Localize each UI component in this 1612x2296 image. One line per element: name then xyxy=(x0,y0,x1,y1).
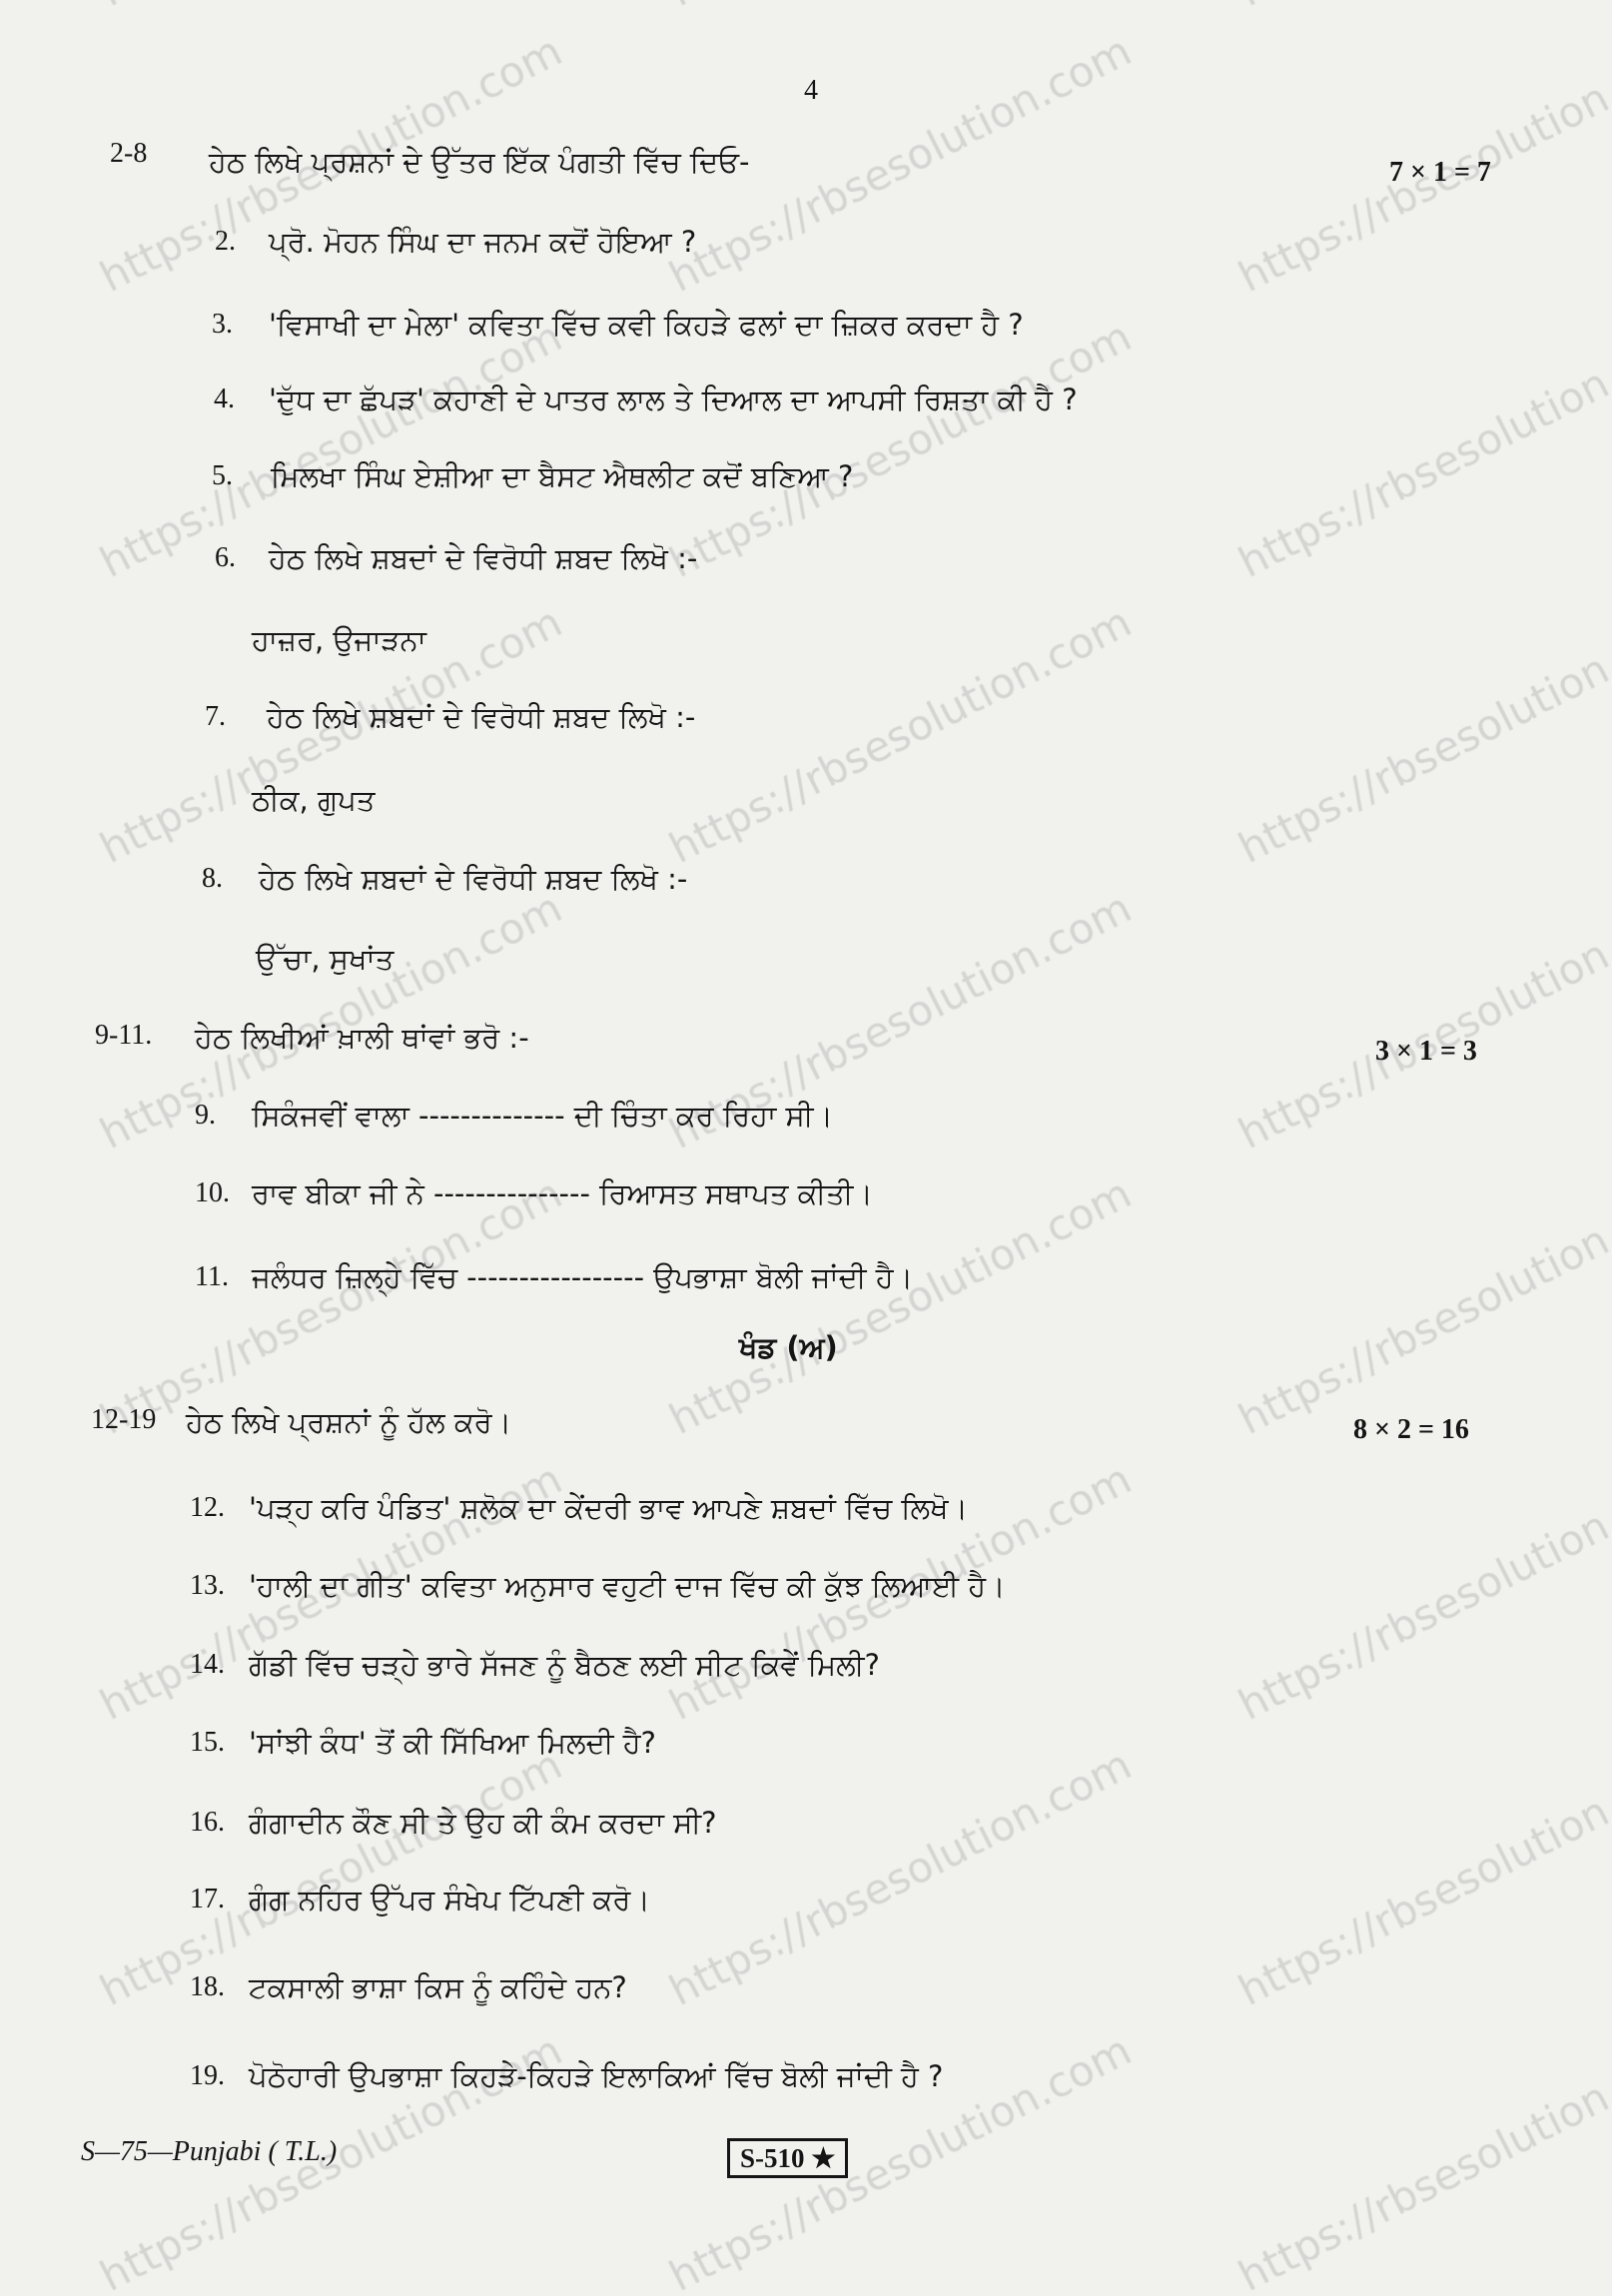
question-text: ਗੰਗ ਨਹਿਰ ਉੱਪਰ ਸੰਖੇਪ ਟਿੱਪਣੀ ਕਰੋ। xyxy=(249,1883,650,1916)
group-range: 12-19 xyxy=(91,1404,157,1435)
question-text: ਗੰਗਾਦੀਨ ਕੌਣ ਸੀ ਤੇ ਉਹ ਕੀ ਕੰਮ ਕਰਦਾ ਸੀ? xyxy=(249,1806,717,1840)
question-text: ਪੋਠੋਹਾਰੀ ਉਪਭਾਸ਼ਾ ਕਿਹੜੇ-ਕਿਹੜੇ ਇਲਾਕਿਆਂ ਵਿੱਚ ਬੋਲੀ ਜਾਂਦੀ ਹੈ ? xyxy=(249,2059,944,2093)
question-text: 'ਸਾਂਝੀ ਕੰਧ' ਤੋਂ ਕੀ ਸਿੱਖਿਆ ਮਿਲਦੀ ਹੈ? xyxy=(249,1726,656,1760)
question-text: ਟਕਸਾਲੀ ਭਾਸ਼ਾ ਕਿਸ ਨੂੰ ਕਹਿੰਦੇ ਹਨ? xyxy=(249,1970,627,2004)
question-text: 'ਪੜ੍ਹ ਕਰਿ ਪੰਡਿਤ' ਸ਼ਲੋਕ ਦਾ ਕੇਂਦਰੀ ਭਾਵ ਆਪਣੇ ਸ਼ਬਦਾਂ ਵਿੱਚ ਲਿਖੋ। xyxy=(249,1491,969,1525)
page-number: 4 xyxy=(804,75,818,106)
group-instruction: ਹੇਠ ਲਿਖੇ ਪ੍ਰਸ਼ਨਾਂ ਨੂੰ ਹੱਲ ਕਰੋ। xyxy=(186,1405,512,1439)
question-number: 15. xyxy=(190,1727,225,1758)
group-marks: 7 × 1 = 7 xyxy=(1389,157,1491,188)
group-marks: 3 × 1 = 3 xyxy=(1375,1036,1477,1067)
answer-words: ਠੀਕ, ਗੁਪਤ xyxy=(252,783,376,817)
group-range: 9-11. xyxy=(95,1020,153,1051)
question-number: 16. xyxy=(190,1807,225,1838)
question-number: 12. xyxy=(190,1492,225,1523)
answer-words: ਹਾਜ਼ਰ, ਉਜਾੜਨਾ xyxy=(252,623,426,657)
question-text: ਰਾਵ ਬੀਕਾ ਜੀ ਨੇ --------------- ਰਿਆਸਤ ਸਥਾਪਤ ਕੀਤੀ। xyxy=(252,1176,873,1210)
question-text: 'ਵਿਸਾਖੀ ਦਾ ਮੇਲਾ' ਕਵਿਤਾ ਵਿੱਚ ਕਵੀ ਕਿਹੜੇ ਫਲਾਂ ਦਾ ਜ਼ਿਕਰ ਕਰਦਾ ਹੈ ? xyxy=(269,308,1024,342)
question-number: 4. xyxy=(214,383,235,414)
group-marks: 8 × 2 = 16 xyxy=(1353,1414,1469,1445)
question-text: ਗੱਡੀ ਵਿੱਚ ਚੜ੍ਹੇ ਭਾਰੇ ਸੱਜਣ ਨੂੰ ਬੈਠਣ ਲਈ ਸੀਟ ਕਿਵੇਂ ਮਿਲੀ? xyxy=(249,1648,880,1682)
question-number: 18. xyxy=(190,1971,225,2002)
question-number: 7. xyxy=(205,701,226,732)
question-number: 14. xyxy=(190,1649,225,1680)
question-number: 3. xyxy=(212,309,233,340)
question-number: 2. xyxy=(215,226,236,257)
question-number: 8. xyxy=(202,863,223,894)
question-text: ਹੇਠ ਲਿਖੇ ਸ਼ਬਦਾਂ ਦੇ ਵਿਰੋਧੀ ਸ਼ਬਦ ਲਿਖੋ :- xyxy=(259,862,688,896)
question-number: 10. xyxy=(195,1177,230,1208)
answer-words: ਉੱਚਾ, ਸੁਖਾਂਤ xyxy=(256,942,395,976)
question-text: ਹੇਠ ਲਿਖੇ ਸ਼ਬਦਾਂ ਦੇ ਵਿਰੋਧੀ ਸ਼ਬਦ ਲਿਖੋ :- xyxy=(267,700,696,734)
question-number: 19. xyxy=(190,2060,225,2091)
question-number: 11. xyxy=(195,1261,229,1292)
question-text: 'ਹਾਲੀ ਦਾ ਗੀਤ' ਕਵਿਤਾ ਅਨੁਸਾਰ ਵਹੁਟੀ ਦਾਜ ਵਿੱਚ ਕੀ ਕੁੱਝ ਲਿਆਈ ਹੈ। xyxy=(249,1569,1006,1603)
footer-paper-code: S—75—Punjabi ( T.L.) xyxy=(81,2136,338,2167)
question-number: 5. xyxy=(212,460,233,491)
group-range: 2-8 xyxy=(110,138,148,169)
question-number: 13. xyxy=(190,1570,225,1601)
question-number: 17. xyxy=(190,1884,225,1914)
group-instruction: ਹੇਠ ਲਿਖੇ ਪ੍ਰਸ਼ਨਾਂ ਦੇ ਉੱਤਰ ਇੱਕ ਪੰਗਤੀ ਵਿੱਚ ਦਿਓ- xyxy=(209,145,750,179)
question-text: ਹੇਠ ਲਿਖੇ ਸ਼ਬਦਾਂ ਦੇ ਵਿਰੋਧੀ ਸ਼ਬਦ ਲਿਖੋ :- xyxy=(269,541,698,575)
question-text: ਸਿਕੰਜਵੀਂ ਵਾਲਾ -------------- ਦੀ ਚਿੰਤਾ ਕਰ ਰਿਹਾ ਸੀ। xyxy=(252,1099,834,1133)
group-instruction: ਹੇਠ ਲਿਖੀਆਂ ਖ਼ਾਲੀ ਥਾਂਵਾਂ ਭਰੋ :- xyxy=(195,1021,529,1055)
footer-set-code-box: S-510 ★ xyxy=(727,2138,848,2178)
question-text: ਮਿਲਖਾ ਸਿੰਘ ਏਸ਼ੀਆ ਦਾ ਬੈਸਟ ਐਥਲੀਟ ਕਦੋਂ ਬਣਿਆ ? xyxy=(271,459,854,493)
question-text: ਪ੍ਰੋ. ਮੋਹਨ ਸਿੰਘ ਦਾ ਜਨਮ ਕਦੋਂ ਹੋਇਆ ? xyxy=(269,225,697,259)
question-number: 6. xyxy=(215,542,236,573)
section-heading: ਖੰਡ (ਅ) xyxy=(739,1330,838,1364)
question-number: 9. xyxy=(195,1100,216,1131)
question-text: 'ਦੁੱਧ ਦਾ ਛੱਪੜ' ਕਹਾਣੀ ਦੇ ਪਾਤਰ ਲਾਲ ਤੇ ਦਿਆਲ ਦਾ ਆਪਸੀ ਰਿਸ਼ਤਾ ਕੀ ਹੈ ? xyxy=(269,383,1078,416)
question-text: ਜਲੰਧਰ ਜ਼ਿਲ੍ਹੇ ਵਿੱਚ ----------------- ਉਪਭਾਸ਼ਾ ਬੋਲੀ ਜਾਂਦੀ ਹੈ। xyxy=(252,1260,914,1294)
